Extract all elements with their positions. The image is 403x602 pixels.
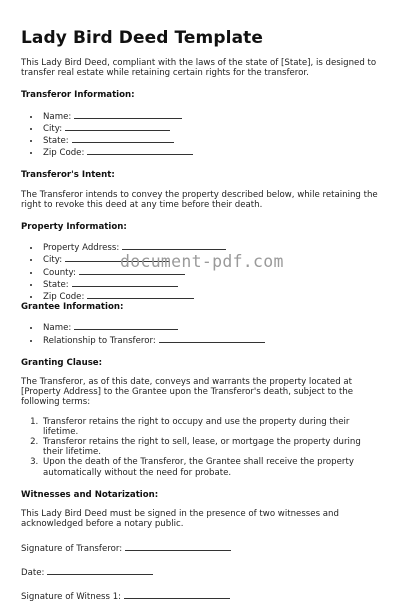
property-state-blank-line[interactable] (72, 278, 178, 287)
county-blank-line[interactable] (79, 266, 185, 275)
list-item: 1. Transferor retains the right to occupy and use the property during their lifetime. (41, 417, 383, 437)
granting-clause-paragraph: The Transferor, as of this date, conveys and warrants the property located at [Property Address] to the Grantee upon the Transferor's death, subject to the following terms: (21, 377, 354, 408)
list-item: • Zip Code: (41, 290, 383, 302)
transferor-signature-line: Signature of Transferor: (21, 542, 383, 554)
transferor-intent-heading: Transferor's Intent: (21, 170, 115, 181)
list-item: • County: (41, 266, 383, 278)
granting-terms-list (21, 417, 383, 478)
date-line: Date: (21, 566, 383, 578)
page-title: Lady Bird Deed Template (21, 28, 263, 48)
name-blank-line[interactable] (74, 110, 182, 119)
transferor-signature-blank[interactable] (125, 542, 231, 551)
witnesses-heading: Witnesses and Notarization: (21, 489, 159, 500)
list-item: • Name: (41, 110, 383, 122)
state-blank-line[interactable] (72, 134, 174, 143)
list-item: • Relationship to Transferor: (41, 334, 383, 346)
witness-1-signature-line: Signature of Witness 1: (21, 590, 383, 602)
witnesses-paragraph: This Lady Bird Deed must be signed in the presence of two witnesses and acknowledged before a notary public. (21, 509, 339, 530)
intro-paragraph: This Lady Bird Deed, compliant with the laws of the state of [State], is designed to transfer real estate while retaining certain rights for the transferor. (21, 58, 377, 79)
granting-clause-heading: Granting Clause: (21, 357, 103, 368)
transferor-info-list (21, 110, 383, 159)
document-body (21, 58, 383, 602)
list-item: • Property Address: (41, 241, 383, 253)
zip-code-blank-line[interactable] (87, 146, 193, 155)
list-item: • Name: (41, 321, 383, 333)
witness-1-signature-blank[interactable] (124, 590, 230, 599)
transferor-intent-paragraph: The Transferor intends to convey the property described below, while retaining the right to revoke this deed at any time before their death. (21, 189, 378, 210)
list-item: • City: (41, 122, 383, 134)
property-zip-blank-line[interactable] (87, 290, 194, 299)
grantee-info-list (21, 321, 383, 345)
property-info-heading: Property Information: (21, 222, 127, 233)
list-item: 3. Upon the death of the Transferor, the Grantee shall receive the property automatically without the need for probate. (41, 457, 383, 477)
list-item: • State: (41, 278, 383, 290)
watermark: document-pdf.com (120, 252, 284, 271)
date-blank[interactable] (47, 566, 153, 575)
transferor-info-heading: Transferor Information: (21, 90, 135, 101)
list-item: • City: (41, 253, 383, 265)
list-item: • Zip Code: (41, 146, 383, 158)
grantee-info-heading: Grantee Information: (21, 302, 124, 313)
list-item: 2. Transferor retains the right to sell, lease, or mortgage the property during their lifetime. (41, 437, 383, 457)
property-city-blank-line[interactable] (65, 253, 170, 262)
relationship-blank-line[interactable] (159, 334, 265, 343)
list-item: • State: (41, 134, 383, 146)
city-blank-line[interactable] (65, 122, 170, 131)
property-info-list (21, 241, 383, 302)
property-address-blank-line[interactable] (122, 241, 226, 250)
grantee-name-blank-line[interactable] (74, 321, 178, 330)
